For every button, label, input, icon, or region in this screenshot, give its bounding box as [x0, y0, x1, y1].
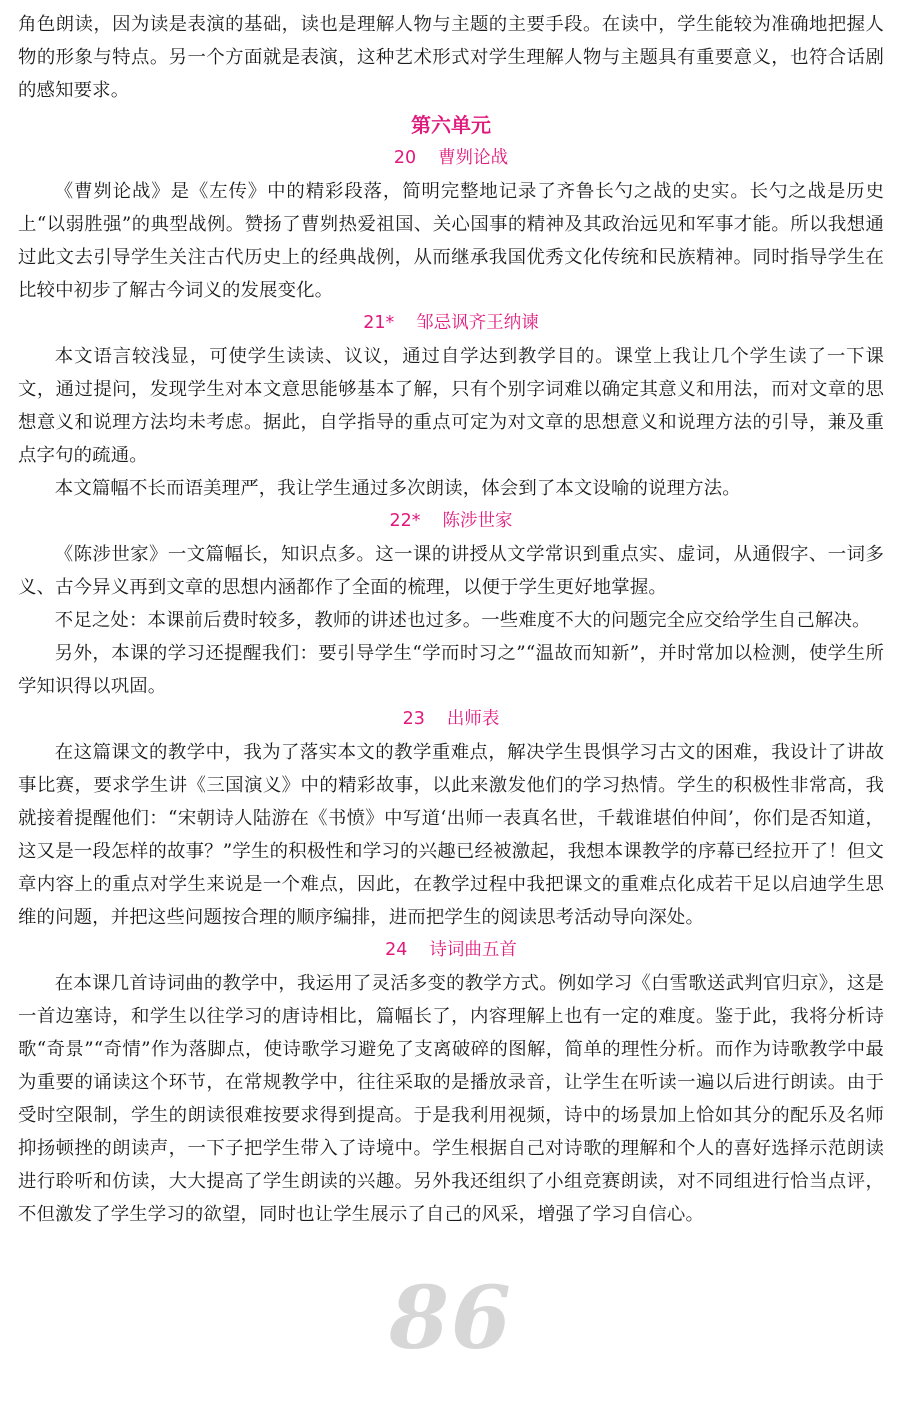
lesson-name: 陈涉世家 [442, 511, 513, 531]
lesson-number: 20 [393, 148, 417, 168]
lesson-title-22 [18, 505, 884, 538]
lesson-name: 出师表 [446, 709, 500, 729]
lesson-number: 24 [385, 940, 408, 960]
unit-title: 第六单元 [411, 113, 491, 137]
lesson-name: 诗词曲五首 [429, 940, 517, 960]
lesson-paragraph: 本文语言较浅显，可使学生读读、议议，通过自学达到教学目的。课堂上我让几个学生读了一下课文，通过提问，发现学生对本文意思能够基本了解，只有个别字词难以确定其意义和用法，而对文章的思想意义和说理方法均未考虑。据此，自学指导的重点可定为对文章的思想意义和说理方法的引导，兼及重点字句的疏通。 [18, 346, 884, 466]
lesson-title-23 [18, 703, 884, 736]
lesson-paragraph: 在本课几首诗词曲的教学中，我运用了灵活多变的教学方式。例如学习《白雪歌送武判官归京》，这是一首边塞诗，和学生以往学习的唐诗相比，篇幅长了，内容理解上也有一定的难度。鉴于此，我将分析诗歌“奇景”“奇情”作为落脚点，使诗歌学习避免了支离破碎的图解，简单的理性分析。而作为诗歌教学中最为重要的诵读这个环节，在常规教学中，往往采取的是播放录音，让学生在听读一遍以后进行朗读。由于受时空限制，学生的朗读很难按要求得到提高。于是我利用视频，诗中的场景加上恰如其分的配乐及名师抑扬顿挫的朗读声，一下子把学生带入了诗境中。学生根据自己对诗歌的理解和个人的喜好选择示范朗读进行聆听和仿读，大大提高了学生朗读的兴趣。另外我还组织了小组竞赛朗读，对不同组进行恰当点评，不但激发了学生学习的欲望，同时也让学生展示了自己的风采，增强了学习自信心。 [18, 973, 884, 1225]
lesson-number: 21* [363, 313, 395, 333]
lesson-paragraph: 不足之处：本课前后费时较多，教师的讲述也过多。一些难度不大的问题完全应交给学生自己解决。 [54, 610, 871, 631]
intro-paragraph: 角色朗读，因为读是表演的基础，读也是理解人物与主题的主要手段。在读中，学生能较为准确地把握人物的形象与特点。另一个方面就是表演，这种艺术形式对学生理解人物与主题具有重要意义，也符合话剧的感知要求。 [18, 14, 884, 101]
lesson-title-24 [18, 934, 884, 967]
lesson-paragraph: 《曹刿论战》是《左传》中的精彩段落，简明完整地记录了齐鲁长勺之战的史实。长勺之战是历史上“以弱胜强”的典型战例。赞扬了曹刿热爱祖国、关心国事的精神及其政治远见和军事才能。所以我想通过此文去引导学生关注古代历史上的经典战例，从而继承我国优秀文化传统和民族精神。同时指导学生在比较中初步了解古今词义的发展变化。 [18, 181, 884, 301]
lesson-number: 22* [389, 511, 421, 531]
lesson-name: 曹刿论战 [438, 148, 509, 168]
lesson-number: 23 [402, 709, 425, 729]
lesson-paragraph: 本文篇幅不长而语美理严，我让学生通过多次朗读，体会到了本文设喻的说理方法。 [54, 478, 741, 499]
lesson-title-21 [18, 307, 884, 340]
lesson-paragraph: 在这篇课文的教学中，我为了落实本文的教学重难点，解决学生畏惧学习古文的困难，我设计了讲故事比赛，要求学生讲《三国演义》中的精彩故事，以此来激发他们的学习热情。学生的积极性非常高，我就接着提醒他们：“宋朝诗人陆游在《书愤》中写道‘出师一表真名世，千载谁堪伯仲间’，你们是否知道，这又是一段怎样的故事？”学生的积极性和学习的兴趣已经被激起，我想本课教学的序幕已经拉开了！但文章内容上的重点对学生来说是一个难点，因此，在教学过程中我把课文的重难点化成若干足以启迪学生思维的问题，并把这些问题按合理的顺序编排，进而把学生的阅读思考活动导向深处。 [18, 742, 884, 928]
lesson-paragraph: 另外，本课的学习还提醒我们：要引导学生“学而时习之”“温故而知新”，并时常加以检测，使学生所学知识得以巩固。 [18, 643, 884, 697]
lesson-name: 邹忌讽齐王纳谏 [416, 313, 539, 333]
page-number: 86 [389, 1268, 513, 1369]
lesson-title-20 [18, 142, 884, 175]
lesson-paragraph: 《陈涉世家》一文篇幅长，知识点多。这一课的讲授从文学常识到重点实、虚词，从通假字、一词多义、古今异义再到文章的思想内涵都作了全面的梳理，以便于学生更好地掌握。 [18, 544, 884, 598]
page-content [18, 8, 884, 1231]
